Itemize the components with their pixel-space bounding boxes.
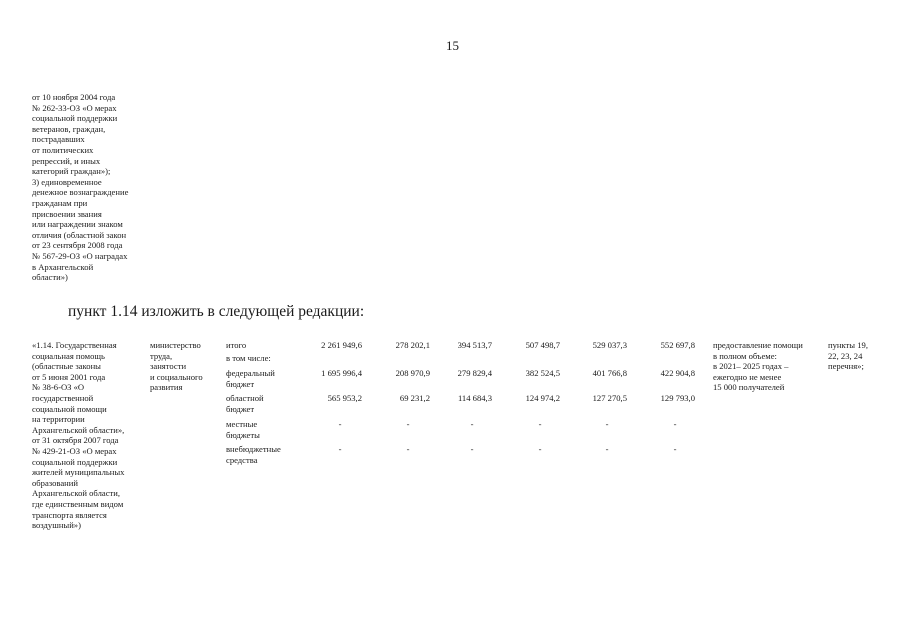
value-cell: 507 498,7 [525, 340, 560, 350]
value-cell: - [470, 419, 474, 429]
text-line: присвоении звания [32, 208, 102, 219]
text-line: бюджет [226, 403, 255, 414]
text-line: бюджеты [226, 429, 260, 440]
value-cell: - [673, 444, 677, 454]
text-line: № 429-21-ОЗ «О мерах [32, 445, 117, 456]
text-line: 3) единовременное [32, 176, 102, 187]
value-cell: 382 524,5 [525, 368, 560, 378]
executor-cell [150, 340, 222, 393]
text-line: репрессий, и иных [32, 155, 101, 166]
value-cell: - [605, 444, 609, 454]
value-cell: - [406, 444, 410, 454]
value-cell: 1 695 996,4 [321, 368, 362, 378]
text-line: труда, [150, 350, 173, 361]
text-line: областной [226, 393, 264, 403]
text-line: категорий граждан»); [32, 166, 111, 177]
value-cell: 279 829,4 [457, 368, 492, 378]
value-cell: - [538, 444, 542, 454]
value-cell: - [338, 419, 342, 429]
text-line: ежегодно не менее [713, 371, 782, 382]
text-line: отличия (областной закон [32, 229, 127, 240]
value-cell: 278 202,1 [395, 340, 430, 350]
value-cell: - [338, 444, 342, 454]
points-cell [828, 340, 886, 372]
value-cell: 394 513,7 [457, 340, 492, 350]
text-line: итого [226, 340, 247, 350]
text-line: гражданам при [32, 197, 88, 208]
text-line: средства [226, 454, 258, 465]
text-line: области») [32, 272, 68, 283]
text-line: бюджет [226, 378, 255, 389]
source-label [226, 353, 312, 364]
text-line: 22, 23, 24 [828, 350, 863, 361]
text-line: от 10 ноября 2004 года [32, 92, 116, 102]
text-line: где единственным видом [32, 498, 124, 509]
result-cell [713, 340, 825, 393]
text-line: жителей муниципальных [32, 467, 125, 478]
text-line: федеральный [226, 368, 275, 378]
text-line: Архангельской области», [32, 424, 125, 435]
text-line: (областные законы [32, 361, 101, 372]
value-cell: 422 904,8 [660, 368, 695, 378]
value-cell: - [470, 444, 474, 454]
text-line: № 262-33-ОЗ «О мерах [32, 102, 117, 113]
value-cell: 401 766,8 [592, 368, 627, 378]
text-line: ветеранов, граждан, [32, 123, 106, 134]
previous-row-text [32, 92, 144, 283]
value-cell: - [538, 419, 542, 429]
value-cell: 208 970,9 [395, 368, 430, 378]
value-cell: 127 270,5 [592, 393, 627, 403]
text-line: в 2021– 2025 годах – [713, 361, 789, 372]
text-line: № 567-29-ОЗ «О наградах [32, 250, 128, 261]
text-line: местные [226, 419, 258, 429]
text-line: в том числе: [226, 353, 271, 363]
text-line: развития [150, 382, 183, 393]
item-name-cell [32, 340, 144, 531]
text-line: и социального [150, 371, 203, 382]
text-line: воздушный») [32, 520, 81, 531]
value-cell: - [673, 419, 677, 429]
text-line: внебюджетные [226, 444, 281, 454]
text-line: на территории [32, 414, 85, 425]
text-line: министерство [150, 340, 201, 350]
text-line: перечня»; [828, 361, 864, 372]
value-cell: 69 231,2 [399, 393, 430, 403]
text-line: или награждении знаком [32, 219, 123, 230]
text-line: от 31 октября 2007 года [32, 435, 119, 446]
value-cell: 129 793,0 [660, 393, 695, 403]
text-line: занятости [150, 361, 187, 372]
value-cell: 565 953,2 [327, 393, 362, 403]
text-line: Архангельской области, [32, 488, 121, 499]
value-cell: - [605, 419, 609, 429]
page-number: 15 [446, 38, 459, 53]
text-line: от политических [32, 144, 94, 155]
value-cell: 552 697,8 [660, 340, 695, 350]
text-line: социальной помощи [32, 403, 107, 414]
value-cell: - [406, 419, 410, 429]
text-line: в Архангельской [32, 261, 94, 272]
text-line: социальной поддержки [32, 456, 118, 467]
text-line: социальная помощь [32, 350, 105, 361]
value-cell: 529 037,3 [592, 340, 627, 350]
value-cell: 2 261 949,6 [321, 340, 362, 350]
text-line: государственной [32, 392, 94, 403]
text-line: в полном объеме: [713, 350, 777, 361]
text-line: транспорта является [32, 509, 107, 520]
text-line: пункты 19, [828, 340, 868, 350]
amendment-heading: пункт 1.14 изложить в следующей редакции: [68, 303, 365, 320]
text-line: от 5 июня 2001 года [32, 371, 106, 382]
text-line: 15 000 получателей [713, 382, 785, 393]
text-line: предоставление помощи [713, 340, 803, 350]
text-line: от 23 сентября 2008 года [32, 240, 123, 251]
text-line: образований [32, 477, 78, 488]
text-line: № 38-6-ОЗ «О [32, 382, 85, 393]
text-line: денежное вознаграждение [32, 187, 129, 198]
text-line: социальной поддержки [32, 113, 118, 124]
text-line: пострадавших [32, 134, 85, 145]
text-line: «1.14. Государственная [32, 340, 117, 350]
value-cell: 114 684,3 [457, 393, 492, 403]
value-cell: 124 974,2 [525, 393, 560, 403]
